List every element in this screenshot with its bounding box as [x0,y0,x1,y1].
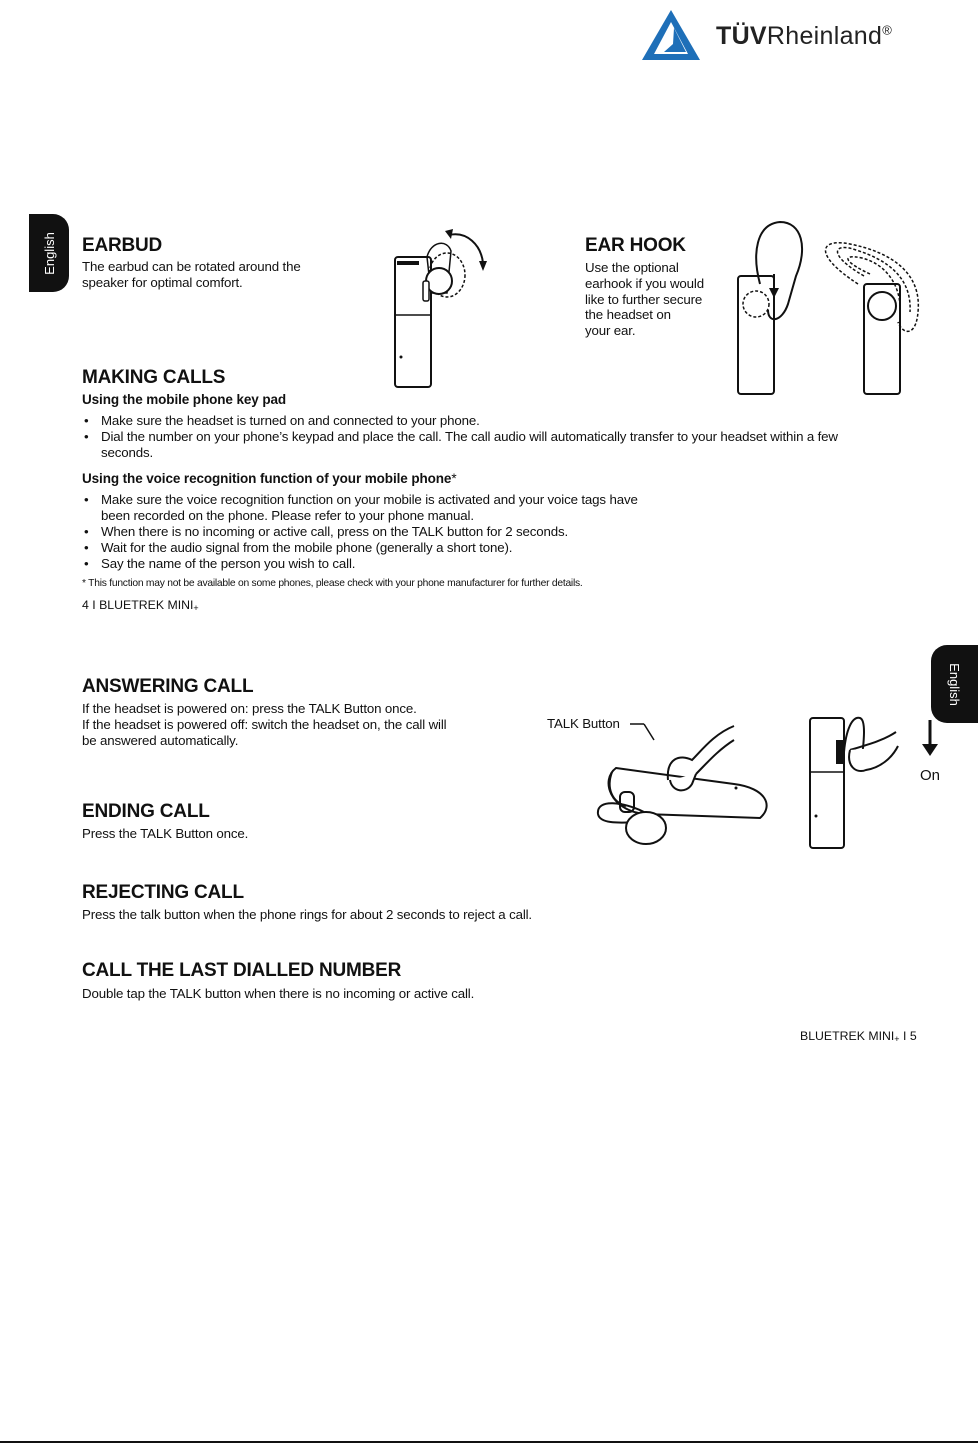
ear-hook-line-5: your ear. [585,323,636,339]
language-tab-top-label: English [41,231,57,275]
earbud-heading: EARBUD [82,235,163,256]
making-calls-heading: MAKING CALLS [82,367,226,388]
answering-call-heading: ANSWERING CALL [82,676,254,697]
voice-bullet: • When there is no incoming or active call, press on the TALK button for 2 seconds. [82,524,682,540]
ear-hook-line-1: Use the optional [585,260,679,275]
rejecting-call-text: Press the talk button when the phone rings for about 2 seconds to reject a call. [82,907,532,922]
language-tab-top [29,214,69,292]
tuv-rheinland-logo [640,8,950,66]
language-tab-bottom-label: English [946,662,962,706]
page-right-separator: I [902,1029,907,1043]
page-right-number: 5 [909,1029,917,1043]
voice-footnote-marker: * [451,471,457,486]
page-right-suffix: + [894,1034,900,1044]
earbud-text: The earbud can be rotated around the speaker for optimal comfort. [82,259,301,290]
last-dialled-text: Double tap the TALK button when there is no incoming or active call. [82,986,475,1001]
logo-brand-bold: TÜV [716,22,767,50]
keypad-bullet: • Dial the number on your phone’s keypad and place the call. The call audio will automatically transfer to your headset within a few seconds. [82,429,852,461]
page-number-right [800,1029,917,1044]
ear-hook-line-2: earhook if you would [585,275,704,291]
logo-registered: ® [882,22,893,38]
page-left-suffix: + [193,603,199,613]
page-left-number: 4 [82,598,89,612]
ear-hook-text [585,260,735,339]
page-left-product: BLUETREK MINI [99,598,194,612]
logo-wordmark [716,22,892,51]
voice-footnote: * This function may not be available on some phones, please check with your phone manufacturer for further details. [82,578,583,589]
ear-hook-line-4: the headset on [585,307,671,323]
ending-call-text: Press the TALK Button once. [82,826,249,841]
page-left-separator: I [92,598,96,612]
bottom-divider [0,1441,978,1443]
voice-bullet-list [82,492,682,572]
power-on-illustration [800,710,940,850]
voice-bullet: • Make sure the voice recognition function on your mobile is activated and your voice tags have been recorded on the phone. Please refer to your phone manual. [82,492,661,524]
voice-bullet: • Wait for the audio signal from the mobile phone (generally a short tone). [82,540,682,556]
page-number-left [82,598,199,613]
on-label: On [920,767,941,784]
voice-subheading-text: Using the voice recognition function of your mobile phone [82,471,452,486]
ear-hook-illustration [730,214,960,396]
answering-line-3: be answered automatically. [82,733,239,748]
earbud-rotation-illustration [383,223,503,393]
voice-bullet: • Say the name of the person you wish to call. [82,556,682,572]
ear-hook-line-3: like to further secure [585,291,703,307]
logo-brand-rest: Rheinland [766,22,883,50]
answering-line-1: If the headset is powered on: press the TALK Button once. [82,701,417,716]
rejecting-call-heading: REJECTING CALL [82,882,244,903]
answering-line-2: If the headset is powered off: switch the headset on, the call will [82,717,447,732]
voice-subheading [82,471,456,486]
keypad-bullet: • Make sure the headset is turned on and connected to your phone. [82,413,852,429]
ending-call-heading: ENDING CALL [82,801,210,822]
talk-button-press-illustration [584,718,784,858]
keypad-subheading: Using the mobile phone key pad [82,392,287,407]
last-dialled-heading: CALL THE LAST DIALLED NUMBER [82,960,402,981]
keypad-bullet-list [82,413,852,461]
answering-call-text [82,701,512,749]
talk-button-label: TALK Button [547,716,620,731]
tuv-triangle-icon [640,8,702,62]
page-right-product: BLUETREK MINI [800,1029,895,1043]
ear-hook-heading: EAR HOOK [585,235,686,256]
